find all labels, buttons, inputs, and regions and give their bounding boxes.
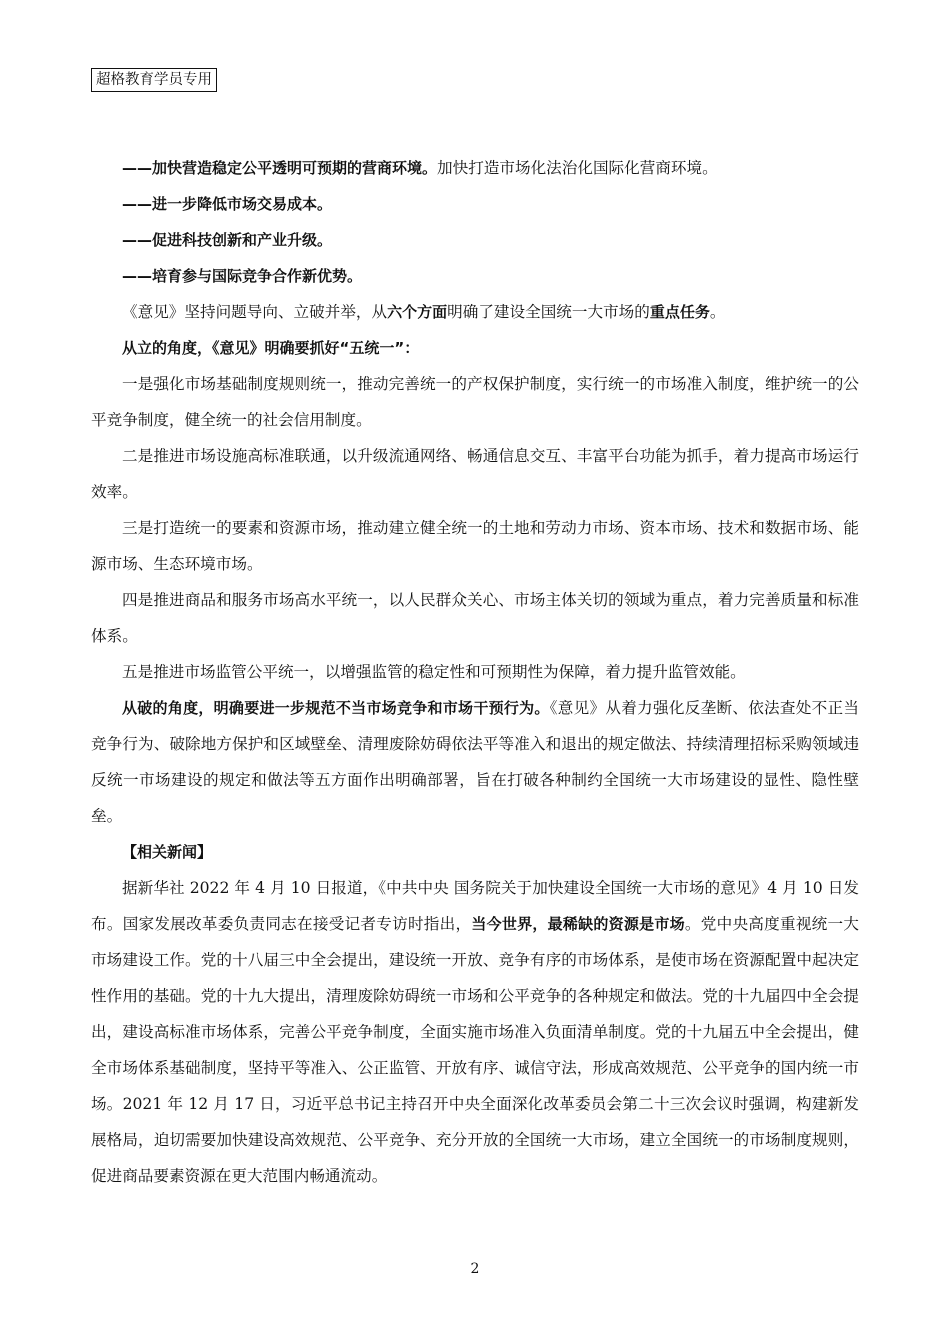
text-segment: 二是推进市场设施高标准联通，以升级流通网络、畅通信息交互、丰富平台功能为抓手，着力提高市场运行效率。: [91, 447, 859, 501]
text-segment: 据新华社 2022 年 4 月 10 日报道，《中共中央 国务院关于加快建设全国统一大市场的意见》4 月 10 日发布。国家发展改革委负责同志在接受记者专访时指出，: [91, 879, 859, 933]
bold-text-segment: 六个方面: [387, 303, 448, 321]
paragraph: [91, 870, 859, 1194]
paragraph: [91, 438, 859, 510]
bold-text-segment: ——进一步降低市场交易成本。: [122, 195, 333, 213]
text-segment: 。: [709, 303, 726, 321]
paragraph: [91, 186, 859, 222]
paragraph: [91, 366, 859, 438]
text-segment: 四是推进商品和服务市场高水平统一，以人民群众关心、市场主体关切的领域为重点，着力完善质量和标准体系。: [91, 591, 859, 645]
text-segment: 加快打造市场化法治化国际化营商环境。: [437, 159, 718, 177]
paragraph: [91, 222, 859, 258]
bold-text-segment: ——加快营造稳定公平透明可预期的营商环境。: [122, 159, 438, 177]
bold-text-segment: 重点任务: [649, 303, 710, 321]
text-segment: 《意见》从着力强化反垄断、依法查处不正当竞争行为、破除地方保护和区域壁垒、清理废除妨碍依法平等准入和退出的规定做法、持续清理招标采购领域违反统一市场建设的规定和做法等五方面作出明确部署，旨在打破各种制约全国统一大市场建设的显性、隐性壁垒。: [91, 699, 859, 825]
paragraph: [91, 582, 859, 654]
text-segment: 明确了建设全国统一大市场的: [447, 303, 650, 321]
bold-text-segment: 【相关新闻】: [122, 843, 213, 861]
page-number: 2: [470, 1261, 480, 1277]
paragraph: [91, 510, 859, 582]
paragraph: [91, 294, 859, 330]
text-segment: 五是推进市场监管公平统一，以增强监管的稳定性和可预期性为保障，着力提升监管效能。: [122, 663, 746, 681]
text-segment: 一是强化市场基础制度规则统一，推动完善统一的产权保护制度，实行统一的市场准入制度，维护统一的公平竞争制度，健全统一的社会信用制度。: [91, 375, 859, 429]
watermark-stamp: 超格教育学员专用: [91, 68, 217, 92]
paragraph: [91, 690, 859, 834]
paragraph: [91, 150, 859, 186]
document-body: [91, 150, 859, 1194]
paragraph: [91, 258, 859, 294]
text-segment: 《意见》坚持问题导向、立破并举，从: [122, 303, 388, 321]
paragraph: [91, 834, 859, 870]
paragraph: [91, 330, 859, 366]
bold-text-segment: ——促进科技创新和产业升级。: [122, 231, 333, 249]
bold-text-segment: 从立的角度，《意见》明确要抓好“五统一”：: [122, 339, 420, 357]
paragraph: [91, 654, 859, 690]
bold-text-segment: 从破的角度，明确要进一步规范不当市场竞争和市场干预行为。: [122, 699, 550, 717]
text-segment: 。党中央高度重视统一大市场建设工作。党的十八届三中全会提出，建设统一开放、竞争有序的市场体系，是使市场在资源配置中起决定性作用的基础。党的十九大提出，清理废除妨碍统一市场和公平竞争的各种规定和做法。党的十九届四中全会提出，建设高标准市场体系，完善公平竞争制度，全面实施市场准入负面清单制度。党的十九届五中全会提出，健全市场体系基础制度，坚持平等准入、公正监管、开放有序、诚信守法，形成高效规范、公平竞争的国内统一市场。2021 年 12 月 17 日，习近平总书记主持召开中央全面深化改革委员会第二十三次会议时强调，构建新发展格局，迫切需要加快建设高效规范、公平竞争、充分开放的全国统一大市场，建立全国统一的市场制度规则，促进商品要素资源在更大范围内畅通流动。: [91, 915, 859, 1185]
bold-text-segment: 当今世界，最稀缺的资源是市场: [471, 915, 685, 933]
bold-text-segment: ——培育参与国际竞争合作新优势。: [122, 267, 363, 285]
text-segment: 三是打造统一的要素和资源市场，推动建立健全统一的土地和劳动力市场、资本市场、技术和数据市场、能源市场、生态环境市场。: [91, 519, 859, 573]
